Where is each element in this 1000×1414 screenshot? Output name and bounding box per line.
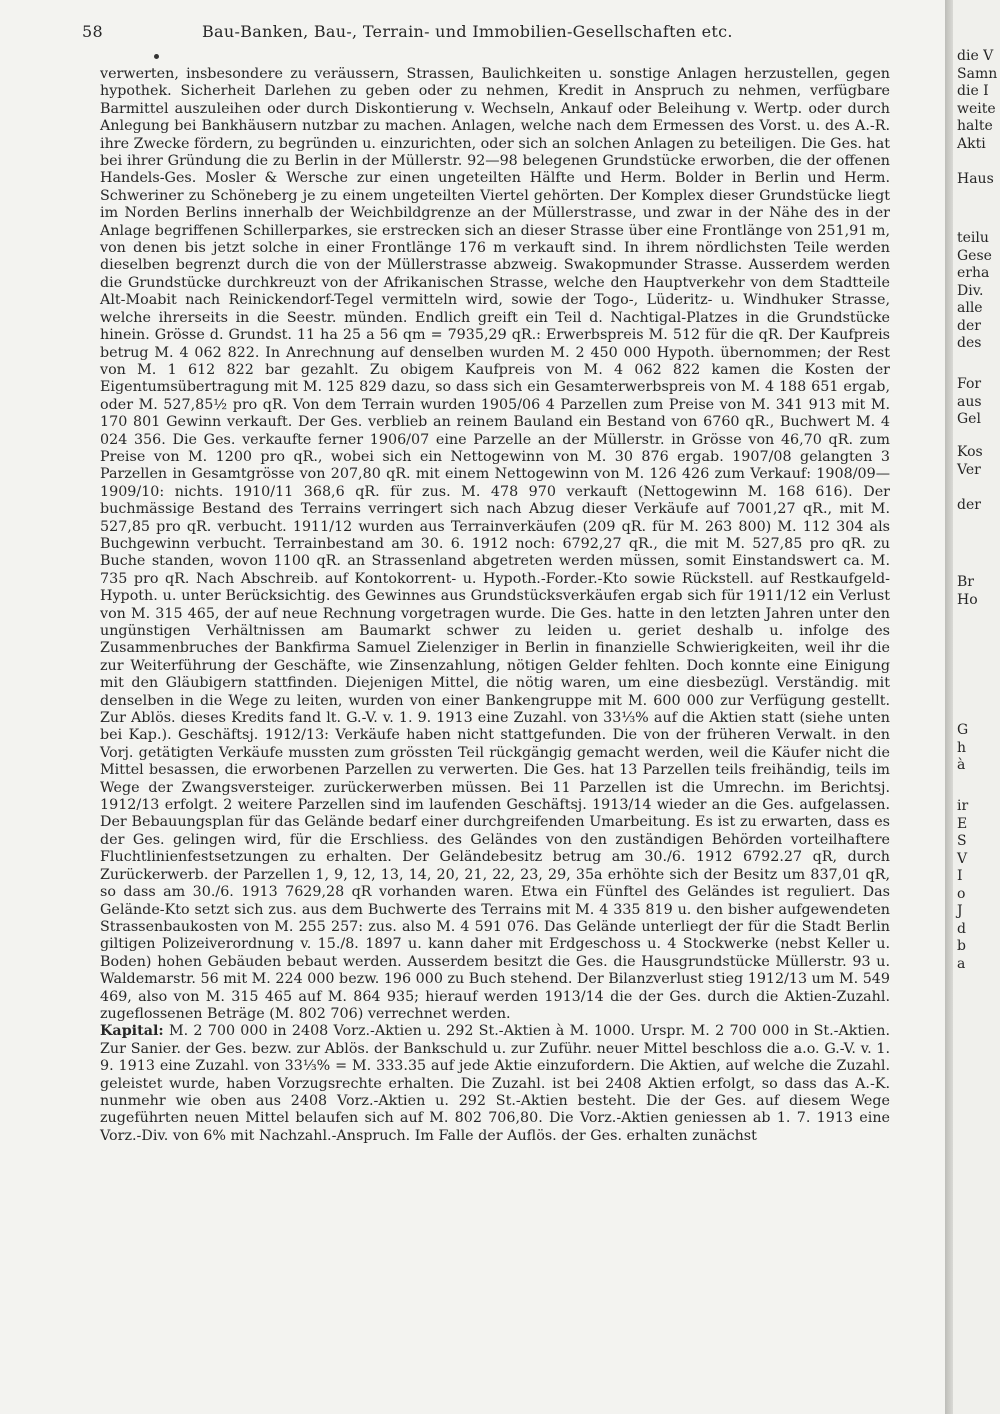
adjacent-fragment: G	[957, 722, 969, 738]
adjacent-fragment: erha	[957, 265, 990, 281]
adjacent-fragment: a	[957, 955, 966, 972]
adjacent-fragment: Samn	[957, 65, 998, 82]
adjacent-block-4	[957, 444, 1000, 514]
adjacent-fragment: E	[957, 815, 968, 832]
adjacent-fragment	[957, 153, 1000, 171]
adjacent-fragment: o	[957, 885, 966, 902]
adjacent-fragment: des	[957, 335, 982, 351]
kapital-text: M. 2 700 000 in 2408 Vorz.-Aktien u. 292 St.-Aktien à M. 1000. Urspr. M. 2 700 000 in St.-Aktien. Zur Sanier. der Ges. bezw. zur Ablös. der Bankschuld u. zur Zuführ. neuer Mittel beschloss die a.o. G.-V. v. 1. 9. 1913 eine Zuzahl. von 33⅓% = M. 333.35 auf jede Aktie einzufordern. Die Aktien, auf welche die Zuzahl. geleistet wurde, haben Vorzugsrechte erhalten. Die Zuzahl. ist bei 2408 Aktien erfolgt, so dass das A.-K. nunmehr wie oben aus 2408 Vorz.-Aktien u. 292 St.-Aktien besteht. Die der Ges. auf diesem Wege zugeführten neuen Mittel belaufen sich auf M. 802 706,80. Die Vorz.-Aktien geniessen ab 1. 7. 1913 eine Vorz.-Div. von 6% mit Nachzahl.-Anspruch. Im Falle der Auflös. der Ges. erhalten zunächst	[100, 1023, 890, 1144]
adjacent-fragment: J	[957, 903, 963, 919]
adjacent-fragment: Gel	[957, 411, 981, 427]
adjacent-fragment: b	[957, 938, 966, 954]
adjacent-fragment: Kos	[957, 444, 983, 460]
adjacent-fragment: à	[957, 757, 966, 773]
page-header	[82, 22, 902, 48]
adjacent-fragment: Akti	[957, 135, 986, 152]
adjacent-fragment: For	[957, 376, 982, 392]
adjacent-fragment: V	[957, 850, 968, 867]
adjacent-fragment: weite	[957, 100, 996, 117]
adjacent-fragment: teilu	[957, 230, 989, 246]
kapital-paragraph	[100, 1023, 890, 1145]
running-title: Bau-Banken, Bau-, Terrain- und Immobilien-Gesellschaften etc.	[202, 22, 733, 41]
adjacent-fragment: Br	[957, 574, 974, 590]
adjacent-fragment: Haus	[957, 170, 994, 187]
adjacent-block-5	[957, 574, 1000, 609]
page-number: 58	[82, 22, 103, 41]
book-gutter	[945, 0, 953, 1414]
adjacent-block-3	[957, 376, 1000, 429]
adjacent-fragment: der	[957, 496, 981, 513]
adjacent-block-7	[957, 798, 1000, 973]
adjacent-block-6	[957, 722, 1000, 775]
adjacent-page-edge	[953, 0, 1000, 1414]
adjacent-fragment: Gese	[957, 247, 992, 264]
main-paragraph: verwerten, insbesondere zu veräussern, Strassen, Baulichkeiten u. sonstige Anlagen herzustellen, gegen hypothek. Sicherheit Darlehen zu geben oder zu nehmen, Kredit in Anspruch zu nehmen, verfügbare Barmittel auszuleihen oder durch Diskontierung v. Wechseln, Ankauf oder Beleihung v. Wertp. oder durch Anlegung bei Bankhäusern nutzbar zu machen. Anlagen, welche nach dem Ermessen des Vorst. u. des A.-R. ihre Zwecke fördern, zu begründen u. einzurichten, oder sich an solchen Anlagen zu beteiligen. Die Ges. hat bei ihrer Gründung die zu Berlin in der Müllerstr. 92—98 belegenen Grundstücke erworben, die der offenen Handels-Ges. Mosler & Wersche zur einen ungeteilten Hälfte und Herm. Bolder in Berlin und Herm. Schweriner zu Schöneberg je zu einem ungeteilten Viertel gehörten. Der Komplex dieser Grundstücke liegt im Norden Berlins innerhalb der Weichbildgrenze an der Müllerstrasse, und zwar in der Nähe des in der Anlage begriffenen Schillerparkes, sie erstrecken sich an dieser Strasse über eine Frontlänge von 251,91 m, von denen bis jetzt solche in einer Frontlänge 176 m verkauft sind. In ihrem nördlichsten Teile werden dieselben begrenzt durch die von der Müllerstrasse abzweig. Swakopmunder Strasse. Ausserdem werden die Grundstücke durchkreuzt von der Afrikanischen Strasse, welche den Hauptverkehr von dem Stadtteile Alt-Moabit nach Reinickendorf-Tegel vermitteln wird, sowie der Togo-, Lüderitz- u. Windhuker Strasse, welche ihrerseits in die Seestr. münden. Endlich greift ein Teil d. Nachtigal-Platzes in die Grundstücke hinein. Grösse d. Grundst. 11 ha 25 a 56 qm = 7935,29 qR.: Erwerbspreis M. 512 für die qR. Der Kaufpreis betrug M. 4 062 822. In Anrechnung auf denselben wurden M. 2 450 000 Hypoth. übernommen; der Rest von M. 1 612 822 bar gezahlt. Zu obigem Kaufpreis von M. 4 062 822 kamen die Kosten der Eigentumsübertragung mit M. 125 829 dazu, so dass sich ein Gesamterwerbspreis von M. 4 188 651 ergab, oder M. 527,85½ pro qR. Von dem Terrain wurden 1905/06 4 Parzellen zum Preise von M. 341 913 mit M. 170 801 Gewinn verkauft. Der Ges. verblieb an reinem Bauland ein Bestand von 6760 qR., Buchwert M. 4 024 356. Die Ges. verkaufte ferner 1906/07 eine Parzelle an der Müllerstr. in Grösse von 46,70 qR. zum Preise von M. 1200 pro qR., wobei sich ein Nettogewinn von M. 30 876 ergab. 1907/08 gelangten 3 Parzellen in Gesamtgrösse von 207,80 qR. mit einem Nettogewinn von M. 126 426 zum Verkauf: 1908/09—1909/10: nichts. 1910/11 368,6 qR. für zus. M. 478 970 verkauft (Nettogewinn M. 168 616). Der buchmässige Bestand des Terrains verringert sich nach Abzug dieser Verkäufe auf 7001,27 qR., mit M. 527,85 pro qR. verbucht. 1911/12 wurden aus Terrainverkäufen (209 qR. für M. 263 800) M. 112 304 als Buchgewinn verbucht. Terrainbestand am 30. 6. 1912 noch: 6792,27 qR., die mit M. 527,85 pro qR. zu Buche standen, wovon 1100 qR. an Strassenland abgetreten werden müssen, somit Einstandswert ca. M. 735 pro qR. Nach Abschreib. auf Kontokorrent- u. Hypoth.-Forder.-Kto sowie Rückstell. auf Restkaufgeld-Hypoth. u. unter Berücksichtig. des Gewinnes aus Grundstücksverkäufen ergab sich für 1911/12 ein Verlust von M. 315 465, der auf neue Rechnung vorgetragen wurde. Die Ges. hatte in den letzten Jahren unter den ungünstigen Verhältnissen am Baumarkt schwer zu leiden u. geriet deshalb u. infolge des Zusammenbruches der Bankfirma Samuel Zielenziger in Berlin in finanzielle Schwierigkeiten, weil ihr die zur Weiterführung der Geschäfte, wie Zinsenzahlung, nötigen Gelder fehlten. Doch konnte eine Einigung mit den Gläubigern stattfinden. Diejenigen Mittel, die nötig waren, um eine diesbezügl. Verständig. mit denselben in die Wege zu leiten, wurden von einer Bankengruppe mit M. 600 000 zur Verfügung gestellt. Zur Ablös. dieses Kredits fand lt. G.-V. v. 1. 9. 1913 eine Zuzahl. von 33⅓% auf die Aktien statt (siehe unten bei Kap.). Geschäftsj. 1912/13: Verkäufe haben nicht stattgefunden. Die von der früheren Verwalt. in den Vorj. getätigten Verkäufe mussten zum grössten Teil rückgängig gemacht werden, weil die Käufer nicht die Mittel besassen, die erworbenen Parzellen zu verwerten. Die Ges. hat 13 Parzellen teils freihändig, teils im Wege der Zwangsversteiger. zurückerwerben müssen. Bei 11 Parzellen ist die Umrechn. im Berichtsj. 1912/13 erfolgt. 2 weitere Parzellen sind im laufenden Geschäftsj. 1913/14 wieder an die Ges. aufgelassen. Der Bebauungsplan für das Gelände bedarf einer durchgreifenden Umarbeitung. Es ist zu erwarten, dass es der Ges. gelingen wird, für die Erschliess. des Geländes von den zuständigen Behörden vorteilhaftere Fluchtlinienfestsetzungen zu erhalten. Der Geländebesitz betrug am 30./6. 1912 6792.27 qR, durch Zurückerwerb. der Parzellen 1, 9, 12, 13, 14, 20, 21, 22, 23, 29, 35a erhöhte sich der Besitz um 837,01 qR, so dass am 30./6. 1913 7629,28 qR vorhanden waren. Etwa ein Fünftel des Geländes ist reguliert. Das Gelände-Kto setzt sich zus. aus dem Buchwerte des Terrains mit M. 4 335 819 u. den bisher aufgewendeten Strassenbaukosten von M. 255 257: zus. also M. 4 591 076. Das Gelände unterliegt der für die Stadt Berlin giltigen Polizeiverordnung v. 15./8. 1897 u. kann daher mit Erdgeschoss u. 4 Stockwerke (nebst Keller u. Boden) hohen Gebäuden bebaut werden. Ausserdem besitzt die Ges. die Hausgrundstücke Müllerstr. 93 u. Waldemarstr. 56 mit M. 224 000 bezw. 196 000 zu Buch stehend. Der Bilanzverlust stieg 1912/13 um M. 549 469, also von M. 315 465 auf M. 864 935; hierauf werden 1913/14 die der Ges. durch die Aktien-Zuzahl. zugeflossenen Beträge (M. 802 706) verrechnet werden.	[100, 66, 890, 1022]
adjacent-fragment: die V	[957, 48, 994, 64]
adjacent-fragment: halte	[957, 118, 993, 134]
adjacent-fragment: Div.	[957, 282, 984, 299]
adjacent-fragment	[957, 479, 1000, 497]
adjacent-fragment: d	[957, 920, 966, 937]
article-body	[100, 66, 890, 1145]
adjacent-fragment: S	[957, 833, 967, 849]
adjacent-fragment: Ver	[957, 461, 981, 478]
adjacent-fragment: h	[957, 739, 967, 756]
adjacent-fragment: die I	[957, 83, 989, 99]
adjacent-fragment: ir	[957, 798, 969, 814]
adjacent-block-1	[957, 48, 1000, 188]
ink-dot	[154, 54, 159, 59]
adjacent-fragment: aus	[957, 393, 982, 410]
adjacent-block-2	[957, 230, 1000, 353]
adjacent-fragment: der	[957, 317, 981, 334]
kapital-label: Kapital:	[100, 1023, 164, 1040]
adjacent-fragment: I	[957, 868, 963, 884]
adjacent-fragment: alle	[957, 300, 983, 316]
adjacent-fragment: Ho	[957, 591, 978, 608]
